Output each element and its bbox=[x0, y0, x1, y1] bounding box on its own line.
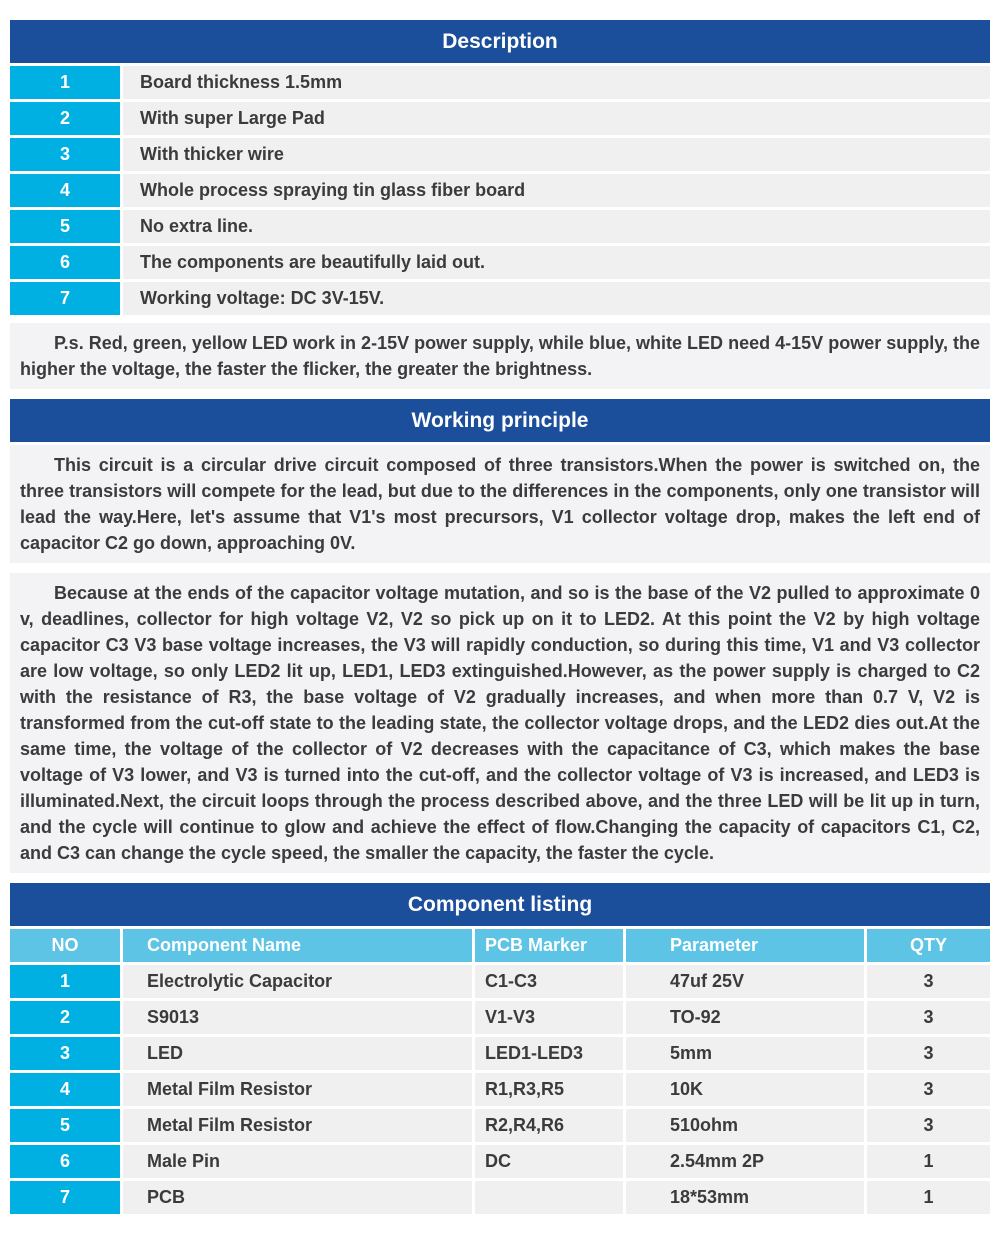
pcb-marker-cell: V1-V3 bbox=[475, 1001, 623, 1034]
description-section-header: Description bbox=[10, 20, 990, 63]
description-item-text: Whole process spraying tin glass fiber board bbox=[123, 174, 990, 207]
component-name-cell: LED bbox=[123, 1037, 472, 1070]
description-item-number: 3 bbox=[10, 138, 120, 171]
description-item-number: 5 bbox=[10, 210, 120, 243]
pcb-marker-cell: C1-C3 bbox=[475, 965, 623, 998]
description-list bbox=[10, 66, 990, 315]
component-name-cell: Metal Film Resistor bbox=[123, 1073, 472, 1106]
component-name-cell: Electrolytic Capacitor bbox=[123, 965, 472, 998]
pcb-marker-cell: R2,R4,R6 bbox=[475, 1109, 623, 1142]
component-name-cell: S9013 bbox=[123, 1001, 472, 1034]
description-item-text: With thicker wire bbox=[123, 138, 990, 171]
parameter-cell: 47uf 25V bbox=[626, 965, 864, 998]
description-item-text: The components are beautifully laid out. bbox=[123, 246, 990, 279]
component-row-number: 3 bbox=[10, 1037, 120, 1070]
working-principle-section-header: Working principle bbox=[10, 399, 990, 442]
description-item-number: 2 bbox=[10, 102, 120, 135]
component-row-number: 7 bbox=[10, 1181, 120, 1214]
component-row-number: 4 bbox=[10, 1073, 120, 1106]
component-row-number: 5 bbox=[10, 1109, 120, 1142]
description-item-text: With super Large Pad bbox=[123, 102, 990, 135]
parameter-cell: TO-92 bbox=[626, 1001, 864, 1034]
description-item-text: Board thickness 1.5mm bbox=[123, 66, 990, 99]
component-name-cell: PCB bbox=[123, 1181, 472, 1214]
qty-cell: 1 bbox=[867, 1145, 990, 1178]
parameter-cell: 2.54mm 2P bbox=[626, 1145, 864, 1178]
description-item-text: No extra line. bbox=[123, 210, 990, 243]
column-header-parameter: Parameter bbox=[626, 929, 864, 962]
ps-note: P.s. Red, green, yellow LED work in 2-15V power supply, while blue, white LED need 4-15V power supply, the higher the voltage, the faster the flicker, the greater the brightness. bbox=[10, 323, 990, 389]
component-row-number: 1 bbox=[10, 965, 120, 998]
pcb-marker-cell bbox=[475, 1181, 623, 1214]
component-row-number: 6 bbox=[10, 1145, 120, 1178]
column-header-name: Component Name bbox=[123, 929, 472, 962]
description-item-text: Working voltage: DC 3V-15V. bbox=[123, 282, 990, 315]
description-item-number: 4 bbox=[10, 174, 120, 207]
pcb-marker-cell: R1,R3,R5 bbox=[475, 1073, 623, 1106]
qty-cell: 3 bbox=[867, 1109, 990, 1142]
description-item-number: 7 bbox=[10, 282, 120, 315]
qty-cell: 3 bbox=[867, 1001, 990, 1034]
parameter-cell: 18*53mm bbox=[626, 1181, 864, 1214]
parameter-cell: 5mm bbox=[626, 1037, 864, 1070]
working-principle-paragraph-1: This circuit is a circular drive circuit composed of three transistors.When the power is switched on, the three transistors will compete for the lead, but due to the differences in the components, only one transistor will lead the way.Here, let's assume that V1's most precursors, V1 collector voltage drop, makes the left end of capacitor C2 go down, approaching 0V. bbox=[10, 445, 990, 563]
component-table bbox=[10, 929, 990, 1214]
column-header-qty: QTY bbox=[867, 929, 990, 962]
component-name-cell: Metal Film Resistor bbox=[123, 1109, 472, 1142]
description-item-number: 6 bbox=[10, 246, 120, 279]
component-row-number: 2 bbox=[10, 1001, 120, 1034]
component-name-cell: Male Pin bbox=[123, 1145, 472, 1178]
working-principle-paragraph-2: Because at the ends of the capacitor voltage mutation, and so is the base of the V2 pulled to approximate 0 v, deadlines, collector for high voltage V2, V2 so pick up on it to LED2. At this point the V2 by high voltage capacitor C3 V3 base voltage increases, the V3 will rapidly conduction, so during this time, V1 and V3 collector are low voltage, so only LED2 lit up, LED1, LED3 extinguished.However, as the power supply is charged to C2 with the resistance of R3, the base voltage of V2 gradually increases, and when more than 0.7 V, V2 is transformed from the cut-off state to the leading state, the collector voltage drops, and the LED2 dies out.At the same time, the voltage of the collector of V2 decreases with the capacitance of C3, which makes the base voltage of V3 lower, and V3 is turned into the cut-off, and the collector voltage of V3 is increased, and LED3 is illuminated.Next, the circuit loops through the process described above, and the three LED will be lit up in turn, and the cycle will continue to glow and achieve the effect of flow.Changing the capacity of capacitors C1, C2, and C3 can change the cycle speed, the smaller the capacity, the faster the cycle. bbox=[10, 573, 990, 873]
description-item-number: 1 bbox=[10, 66, 120, 99]
qty-cell: 3 bbox=[867, 1037, 990, 1070]
parameter-cell: 10K bbox=[626, 1073, 864, 1106]
qty-cell: 3 bbox=[867, 965, 990, 998]
pcb-marker-cell: LED1-LED3 bbox=[475, 1037, 623, 1070]
pcb-marker-cell: DC bbox=[475, 1145, 623, 1178]
parameter-cell: 510ohm bbox=[626, 1109, 864, 1142]
qty-cell: 1 bbox=[867, 1181, 990, 1214]
component-listing-section-header: Component listing bbox=[10, 883, 990, 926]
column-header-marker: PCB Marker bbox=[475, 929, 623, 962]
column-header-no: NO bbox=[10, 929, 120, 962]
qty-cell: 3 bbox=[867, 1073, 990, 1106]
